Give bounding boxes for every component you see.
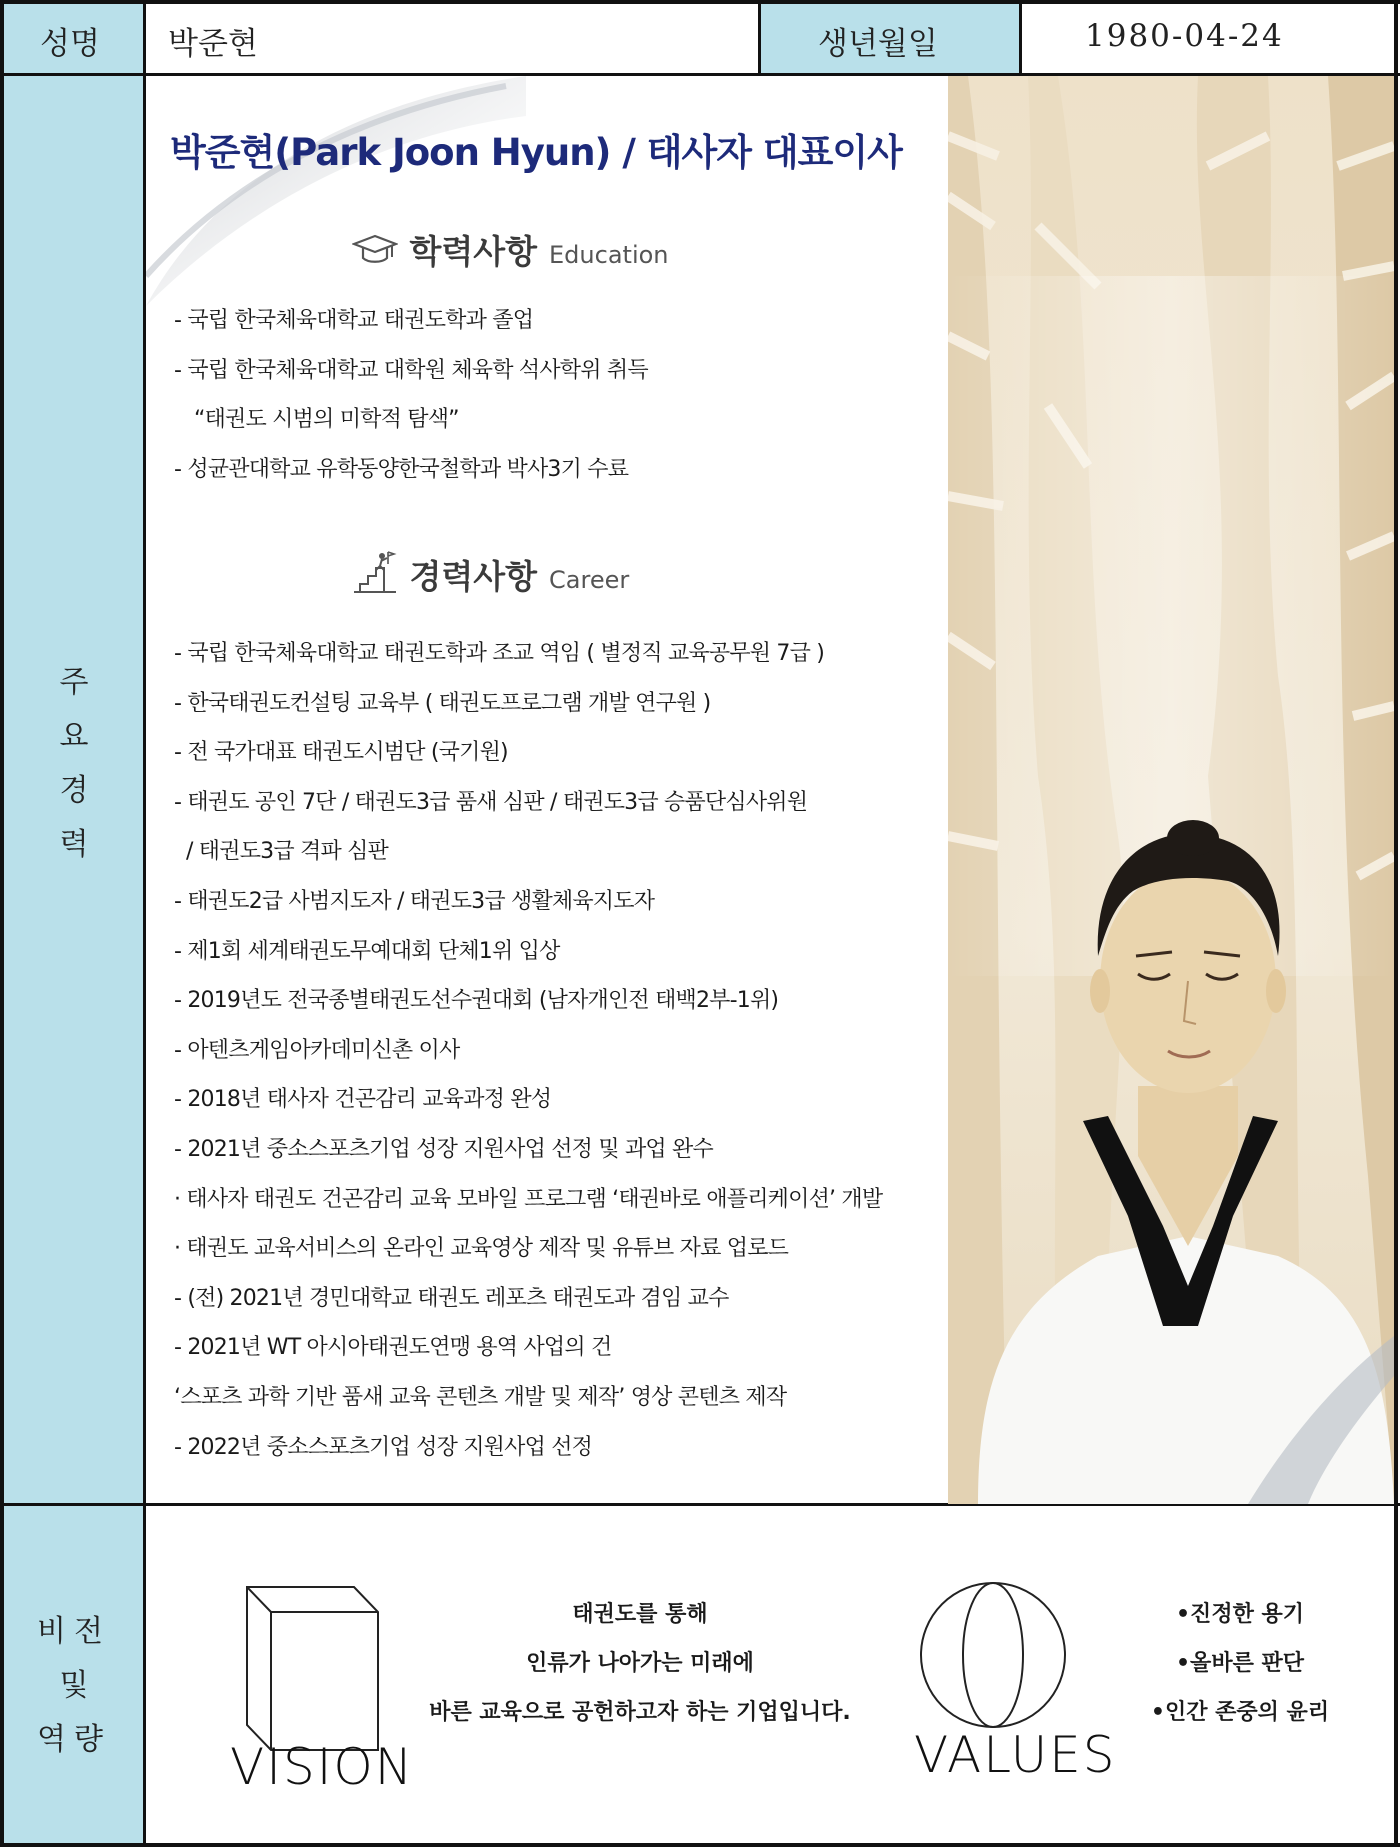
profile-title: 박준현(Park Joon Hyun) / 태사자 대표이사	[170, 131, 902, 174]
header-right-divider	[1019, 0, 1022, 75]
list-item: - 국립 한국체육대학교 태권도학과 졸업	[174, 308, 534, 333]
values-list: •진정한 용기 •올바른 판단 •인간 존중의 윤리	[1150, 1602, 1330, 1725]
list-item: - 제1회 세계태권도무예대회 단체1위 입상	[174, 938, 560, 964]
list-item: - 태권도 공인 7단 / 태권도3급 품새 심판 / 태권도3급 승품단심사위원	[174, 789, 808, 815]
name-value: 박준현	[168, 26, 258, 62]
birth-value: 1980-04-24	[1085, 18, 1284, 54]
side-divider	[143, 0, 146, 1847]
border-right	[1394, 0, 1398, 1847]
list-item: - 태권도2급 사범지도자 / 태권도3급 생활체육지도자	[174, 888, 655, 914]
list-item: · 태사자 태권도 건곤감리 교육 모바일 프로그램 ‘태권바로 애플리케이션’ 개발	[174, 1186, 883, 1212]
vision-side-label: 비전 및 역량	[37, 1614, 111, 1757]
values-word: VALUES	[914, 1726, 1117, 1784]
name-label: 성명	[40, 26, 100, 62]
header-mid-divider	[758, 0, 761, 75]
list-item: - 2021년 WT 아시아태권도연맹 용역 사업의 건	[174, 1335, 612, 1361]
border-left	[0, 0, 4, 1847]
podium-climber-icon	[352, 550, 398, 594]
career-heading: 경력사항 Career	[352, 550, 629, 598]
list-item: - 2022년 중소스포츠기업 성장 지원사업 선정	[174, 1434, 593, 1460]
list-item: - 2018년 태사자 건곤감리 교육과정 완성	[174, 1087, 552, 1113]
list-item: “태권도 시범의 미학적 탐색”	[194, 407, 459, 433]
sphere-icon	[918, 1580, 1068, 1730]
vision-statement: 태권도를 통해 인류가 나아가는 미래에 바른 교육으로 공헌하고자 하는 기업입니다.	[429, 1602, 851, 1725]
list-item: · 태권도 교육서비스의 온라인 교육영상 제작 및 유튜브 자료 업로드	[174, 1236, 789, 1262]
list-item: - 한국태권도컨설팅 교육부 ( 태권도프로그램 개발 연구원 )	[174, 690, 711, 716]
birth-label: 생년월일	[818, 26, 938, 62]
list-item: - 국립 한국체육대학교 대학원 체육학 석사학위 취득	[174, 357, 648, 383]
border-top	[0, 0, 1400, 4]
list-item: - 전 국가대표 태권도시범단 (국기원)	[174, 740, 508, 766]
list-item: / 태권도3급 격파 심판	[186, 839, 389, 865]
education-heading: 학력사항 Education	[352, 226, 669, 273]
cube-icon	[244, 1584, 384, 1754]
list-item: - 2021년 중소스포츠기업 성장 지원사업 선정 및 과업 완수	[174, 1136, 713, 1162]
portrait-illustration	[948, 76, 1394, 1504]
list-item: - (전) 2021년 경민대학교 태권도 레포츠 태권도과 겸임 교수	[174, 1285, 729, 1311]
list-item: ‘스포츠 과학 기반 품새 교육 콘텐츠 개발 및 제작’ 영상 콘텐츠 제작	[174, 1384, 787, 1410]
vision-word: VISION	[230, 1738, 415, 1796]
list-item: - 2019년도 전국종별태권도선수권대회 (남자개인전 태백2부-1위)	[174, 988, 779, 1014]
list-item: - 성균관대학교 유학동양한국철학과 박사3기 수료	[174, 456, 629, 482]
list-item: - 국립 한국체육대학교 태권도학과 조교 역임 ( 별정직 교육공무원 7급 )	[174, 641, 825, 666]
border-bottom	[0, 1843, 1400, 1847]
education-list	[174, 296, 648, 494]
career-list	[174, 629, 882, 1472]
career-side-label: 주 요 경 력	[59, 665, 89, 862]
list-item: - 아텐츠게임아카데미신촌 이사	[174, 1037, 460, 1063]
graduation-cap-icon	[352, 233, 398, 267]
